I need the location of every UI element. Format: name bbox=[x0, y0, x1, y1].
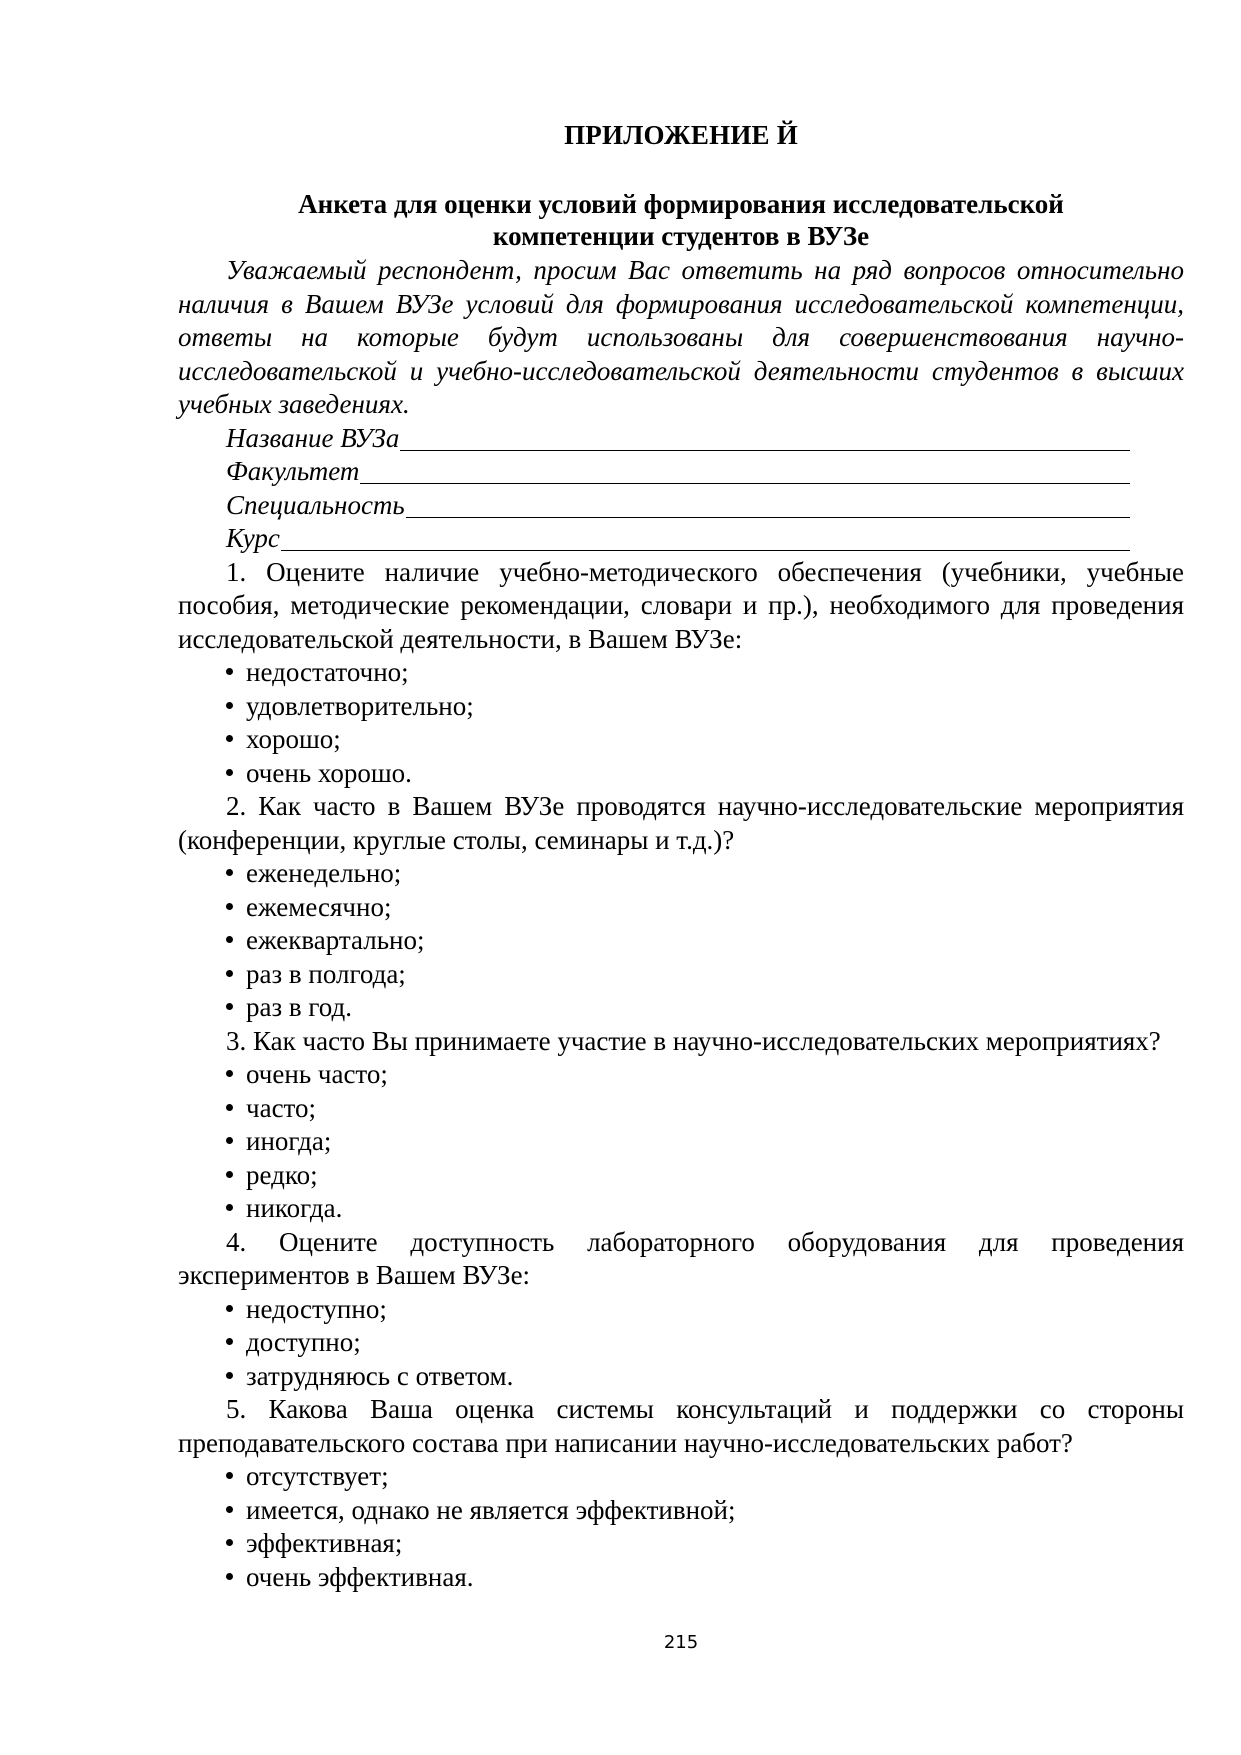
option-label: иногда; bbox=[246, 1126, 332, 1156]
field-label: Название ВУЗа bbox=[226, 422, 400, 453]
question-3-options bbox=[178, 1058, 1184, 1226]
option-label: часто; bbox=[246, 1092, 316, 1123]
field-label: Курс bbox=[226, 523, 280, 553]
option-label: недостаточно; bbox=[246, 657, 409, 687]
field-faculty[interactable] bbox=[226, 455, 1130, 489]
option-label: отсутствует; bbox=[246, 1461, 389, 1491]
bullet-icon bbox=[226, 1539, 233, 1546]
answer-option[interactable] bbox=[226, 857, 1184, 891]
option-label: еженедельно; bbox=[246, 858, 402, 888]
option-label: эффективная; bbox=[246, 1528, 403, 1558]
bullet-icon bbox=[226, 735, 233, 742]
bullet-icon bbox=[226, 1070, 233, 1077]
bullet-icon bbox=[226, 1573, 233, 1580]
answer-option[interactable] bbox=[226, 757, 1184, 791]
question-5-options bbox=[178, 1460, 1184, 1594]
option-label: ежеквартально; bbox=[246, 925, 425, 955]
answer-option[interactable] bbox=[226, 1326, 1184, 1360]
question-4-options bbox=[178, 1293, 1184, 1394]
intro-paragraph: Уважаемый респондент, просим Вас ответить на ряд вопросов относительно наличия в Вашем ВУЗе условий для формирования исследовательской компетенции, ответы на которые будут использованы для совершенствования научно-исследовательской и учебно-исследовательской деятельности студентов в высших учебных заведениях. bbox=[178, 255, 1184, 419]
question-2-options bbox=[178, 857, 1184, 1025]
bullet-icon bbox=[226, 769, 233, 776]
question-3: 3. Как часто Вы принимаете участие в научно-исследовательских мероприятиях? bbox=[226, 1025, 1161, 1056]
option-label: никогда. bbox=[246, 1193, 343, 1223]
bullet-icon bbox=[226, 1506, 233, 1513]
answer-option[interactable] bbox=[226, 1125, 1184, 1159]
bullet-icon bbox=[226, 936, 233, 943]
field-label: Факультет bbox=[226, 456, 360, 486]
answer-option[interactable] bbox=[226, 1192, 1184, 1226]
option-label: ежемесячно; bbox=[246, 891, 392, 922]
question-4: 4. Оцените доступность лабораторного оборудования для проведения экспериментов в Вашем ВУЗе: bbox=[178, 1226, 1184, 1290]
questionnaire-title bbox=[178, 188, 1184, 252]
answer-option[interactable] bbox=[226, 1460, 1184, 1494]
option-label: имеется, однако не является эффективной; bbox=[246, 1494, 736, 1525]
bullet-icon bbox=[226, 668, 233, 675]
bullet-icon bbox=[226, 1171, 233, 1178]
bullet-icon bbox=[226, 1338, 233, 1345]
fill-in-line[interactable] bbox=[281, 550, 1130, 551]
questionnaire-title-line-2: компетенции студентов в ВУЗе bbox=[492, 221, 870, 251]
bullet-icon bbox=[226, 869, 233, 876]
field-label: Специальность bbox=[226, 489, 405, 520]
question-2: 2. Как часто в Вашем ВУЗе проводятся научно-исследовательские мероприятия (конференции, круглые столы, семинары и т.д.)? bbox=[178, 791, 1184, 855]
answer-option[interactable] bbox=[226, 690, 1184, 724]
option-label: доступно; bbox=[246, 1327, 361, 1357]
answer-option[interactable] bbox=[226, 1561, 1184, 1595]
question-1-options bbox=[178, 656, 1184, 790]
answer-option[interactable] bbox=[226, 958, 1184, 992]
option-label: очень хорошо. bbox=[246, 757, 412, 788]
option-label: очень эффективная. bbox=[246, 1561, 474, 1592]
answer-option[interactable] bbox=[226, 1092, 1184, 1126]
question-1: 1. Оцените наличие учебно-методического обеспечения (учебники, учебные пособия, методические рекомендации, словари и пр.), необходимого для проведения исследовательской деятельности, в Вашем ВУЗе: bbox=[178, 556, 1184, 654]
option-label: затрудняюсь с ответом. bbox=[246, 1360, 514, 1391]
answer-option[interactable] bbox=[226, 1058, 1184, 1092]
field-course[interactable] bbox=[226, 522, 1130, 556]
answer-option[interactable] bbox=[226, 891, 1184, 925]
bullet-icon bbox=[226, 702, 233, 709]
option-label: раз в год. bbox=[246, 992, 353, 1022]
option-label: раз в полгода; bbox=[246, 958, 406, 989]
field-university-name[interactable] bbox=[226, 422, 1130, 456]
answer-option[interactable] bbox=[226, 1494, 1184, 1528]
field-specialty[interactable] bbox=[226, 489, 1130, 523]
answer-option[interactable] bbox=[226, 723, 1184, 757]
bullet-icon bbox=[226, 1472, 233, 1479]
option-label: недоступно; bbox=[246, 1293, 387, 1324]
answer-option[interactable] bbox=[226, 656, 1184, 690]
fill-in-line[interactable] bbox=[400, 450, 1130, 451]
answer-option[interactable] bbox=[226, 1293, 1184, 1327]
option-label: хорошо; bbox=[246, 724, 341, 754]
answer-option[interactable] bbox=[226, 1360, 1184, 1394]
option-label: удовлетворительно; bbox=[246, 690, 474, 721]
fill-in-line[interactable] bbox=[360, 483, 1130, 484]
answer-option[interactable] bbox=[226, 924, 1184, 958]
bullet-icon bbox=[226, 1003, 233, 1010]
question-5: 5. Какова Ваша оценка системы консультаций и поддержки со стороны преподавательского состава при написании научно-исследовательских работ? bbox=[178, 1394, 1184, 1458]
bullet-icon bbox=[226, 970, 233, 977]
option-label: редко; bbox=[246, 1159, 318, 1190]
answer-option[interactable] bbox=[226, 991, 1184, 1025]
fill-in-line[interactable] bbox=[406, 517, 1130, 518]
bullet-icon bbox=[226, 1204, 233, 1211]
bullet-icon bbox=[226, 1104, 233, 1111]
answer-option[interactable] bbox=[226, 1527, 1184, 1561]
answer-option[interactable] bbox=[226, 1159, 1184, 1193]
page-number: 215 bbox=[663, 1632, 699, 1653]
bullet-icon bbox=[226, 1137, 233, 1144]
appendix-title: ПРИЛОЖЕНИЕ Й bbox=[564, 120, 798, 150]
bullet-icon bbox=[226, 1305, 233, 1312]
bullet-icon bbox=[226, 1372, 233, 1379]
questionnaire-title-line-1: Анкета для оценки условий формирования исследовательской bbox=[298, 189, 1064, 219]
questionnaire-body bbox=[178, 254, 1184, 1594]
bullet-icon bbox=[226, 903, 233, 910]
option-label: очень часто; bbox=[246, 1059, 388, 1089]
